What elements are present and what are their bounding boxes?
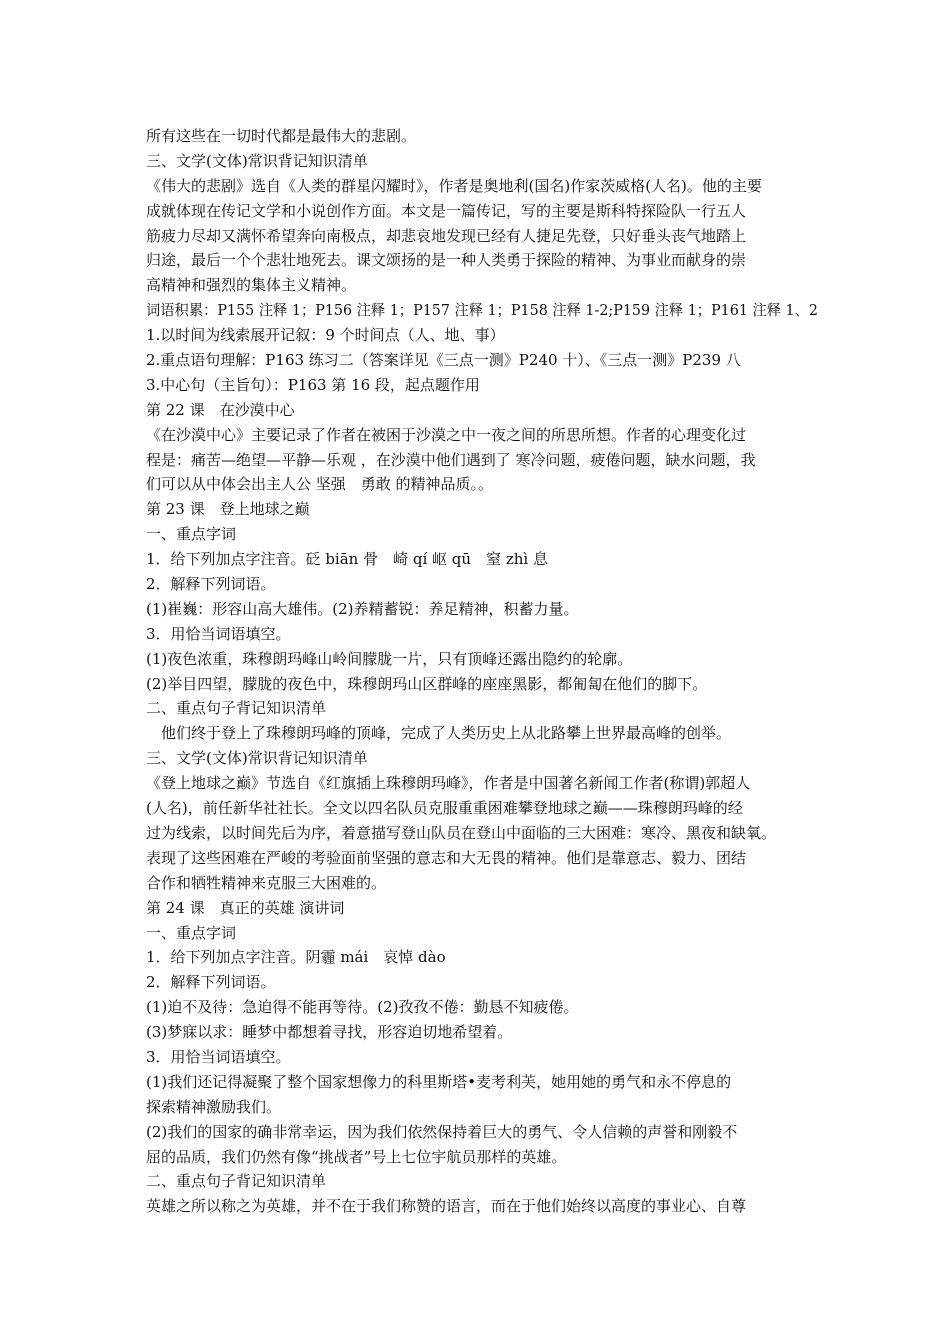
lesson-heading: 第 22 课 在沙漠中心 (146, 400, 295, 419)
text-line: 《登上地球之巅》节选自《红旗插上珠穆朗玛峰》，作者是中国著名新闻工作者(称谓)郭超人 (146, 774, 751, 793)
text-line: (1)夜色浓重，珠穆朗玛峰山岭间朦胧一片，只有顶峰还露出隐约的轮廓。 (146, 649, 633, 668)
text-line: 所有这些在一切时代都是最伟大的悲剧。 (146, 127, 417, 145)
text-line: (1)迫不及待：急迫得不能再等待。(2)孜孜不倦：勤恳不知疲倦。 (146, 998, 579, 1017)
text-line: (人名)，前任新华社社长。全文以四名队员克服重重困难攀登地球之巅——珠穆朗玛峰的经 (146, 799, 743, 818)
text-line: 合作和牺牲精神来克服三大困难的。 (146, 873, 387, 892)
text-line: 探索精神激励我们。 (146, 1097, 282, 1116)
section-heading: 二、重点句子背记知识清单 (146, 1172, 327, 1191)
text-line: 归途，最后一个个悲壮地死去。课文颂扬的是一种人类勇于探险的精神、为事业而献身的崇 (146, 251, 747, 270)
text-line: 1.以时间为线索展开记叙：9 个时间点（人、地、事） (146, 326, 505, 345)
lesson-heading: 第 23 课 登上地球之巅 (146, 500, 310, 519)
text-line: 程是：痛苦—绝望—平静—乐观 ，在沙漠中他们遇到了 寒冷问题，疲倦问题，缺水问题，我 (146, 450, 756, 469)
text-line: 词语积累：P155 注释 1；P156 注释 1；P157 注释 1；P158 注释 1-2;P159 注释 1；P161 注释 1、2 (146, 301, 819, 320)
text-line: 他们终于登上了珠穆朗玛峰的顶峰，完成了人类历史上从北路攀上世界最高峰的创举。 (146, 724, 732, 743)
text-line: 3．用恰当词语填空。 (146, 624, 291, 643)
section-heading: 一、重点字词 (146, 923, 237, 942)
text-line: 《伟大的悲剧》选自《人类的群星闪耀时》，作者是奥地利(国名)作家茨威格(人名)。他的主要 (146, 176, 762, 195)
text-line: 1．给下列加点字注音。阴霾 mái 哀悼 dào (146, 948, 446, 967)
text-line: 成就体现在传记文学和小说创作方面。本文是一篇传记，写的主要是斯科特探险队一行五人 (146, 201, 747, 220)
text-line: 2.重点语句理解：P163 练习二（答案详见《三点一测》P240 十）、《三点一测》P239 八 (146, 351, 741, 370)
section-heading: 一、重点字词 (146, 525, 237, 544)
text-line: (2)我们的国家的确非常幸运，因为我们依然保持着巨大的勇气、令人信赖的声誉和刚毅不 (146, 1122, 738, 1141)
text-line: 2．解释下列词语。 (146, 575, 276, 594)
text-line: 1．给下列加点字注音。砭 biān 骨 崎 qí 岖 qū 窒 zhì 息 (146, 550, 548, 569)
document-body (146, 124, 819, 1219)
text-line: (1)崔巍：形容山高大雄伟。(2)养精蓄锐：养足精神，积蓄力量。 (146, 599, 579, 618)
text-line: (1)我们还记得凝聚了整个国家想像力的科里斯塔•麦考利芙，她用她的勇气和永不停息的 (146, 1072, 732, 1091)
text-line: 《在沙漠中心》主要记录了作者在被困于沙漠之中一夜之间的所思所想。作者的心理变化过 (146, 425, 747, 444)
text-line: (3)梦寐以求：睡梦中都想着寻找，形容迫切地希望着。 (146, 1023, 513, 1042)
text-line: 筋疲力尽却又满怀希望奔向南极点，却悲哀地发现已经有人捷足先登，只好垂头丧气地踏上 (146, 226, 747, 245)
text-line: 3.中心句（主旨句）：P163 第 16 段，起点题作用 (146, 375, 480, 394)
text-line: 过为线索，以时间先后为序，着意描写登山队员在登山中面临的三大困难：寒冷、黑夜和缺氧。 (146, 823, 777, 842)
text-line: 2．解释下列词语。 (146, 973, 276, 992)
text-line: 们可以从中体会出主人公 坚强 勇敢 的精神品质。。 (146, 475, 494, 494)
lesson-heading: 第 24 课 真正的英雄 演讲词 (146, 898, 345, 917)
text-line: 英雄之所以称之为英雄，并不在于我们称赞的语言，而在于他们始终以高度的事业心、自尊 (146, 1197, 747, 1216)
section-heading: 三、文学(文体)常识背记知识清单 (146, 151, 368, 170)
text-line: 3．用恰当词语填空。 (146, 1047, 291, 1066)
section-heading: 三、文学(文体)常识背记知识清单 (146, 749, 368, 768)
text-line: 屈的品质，我们仍然有像“挑战者”号上七位宇航员那样的英雄。 (146, 1147, 567, 1166)
section-heading: 二、重点句子背记知识清单 (146, 699, 327, 718)
text-line: 高精神和强烈的集体主义精神。 (146, 276, 357, 295)
text-line: (2)举目四望，朦胧的夜色中，珠穆朗玛山区群峰的座座黑影，都匍匐在他们的脚下。 (146, 674, 708, 693)
text-line: 表现了这些困难在严峻的考验面前坚强的意志和大无畏的精神。他们是靠意志、毅力、团结 (146, 848, 747, 867)
